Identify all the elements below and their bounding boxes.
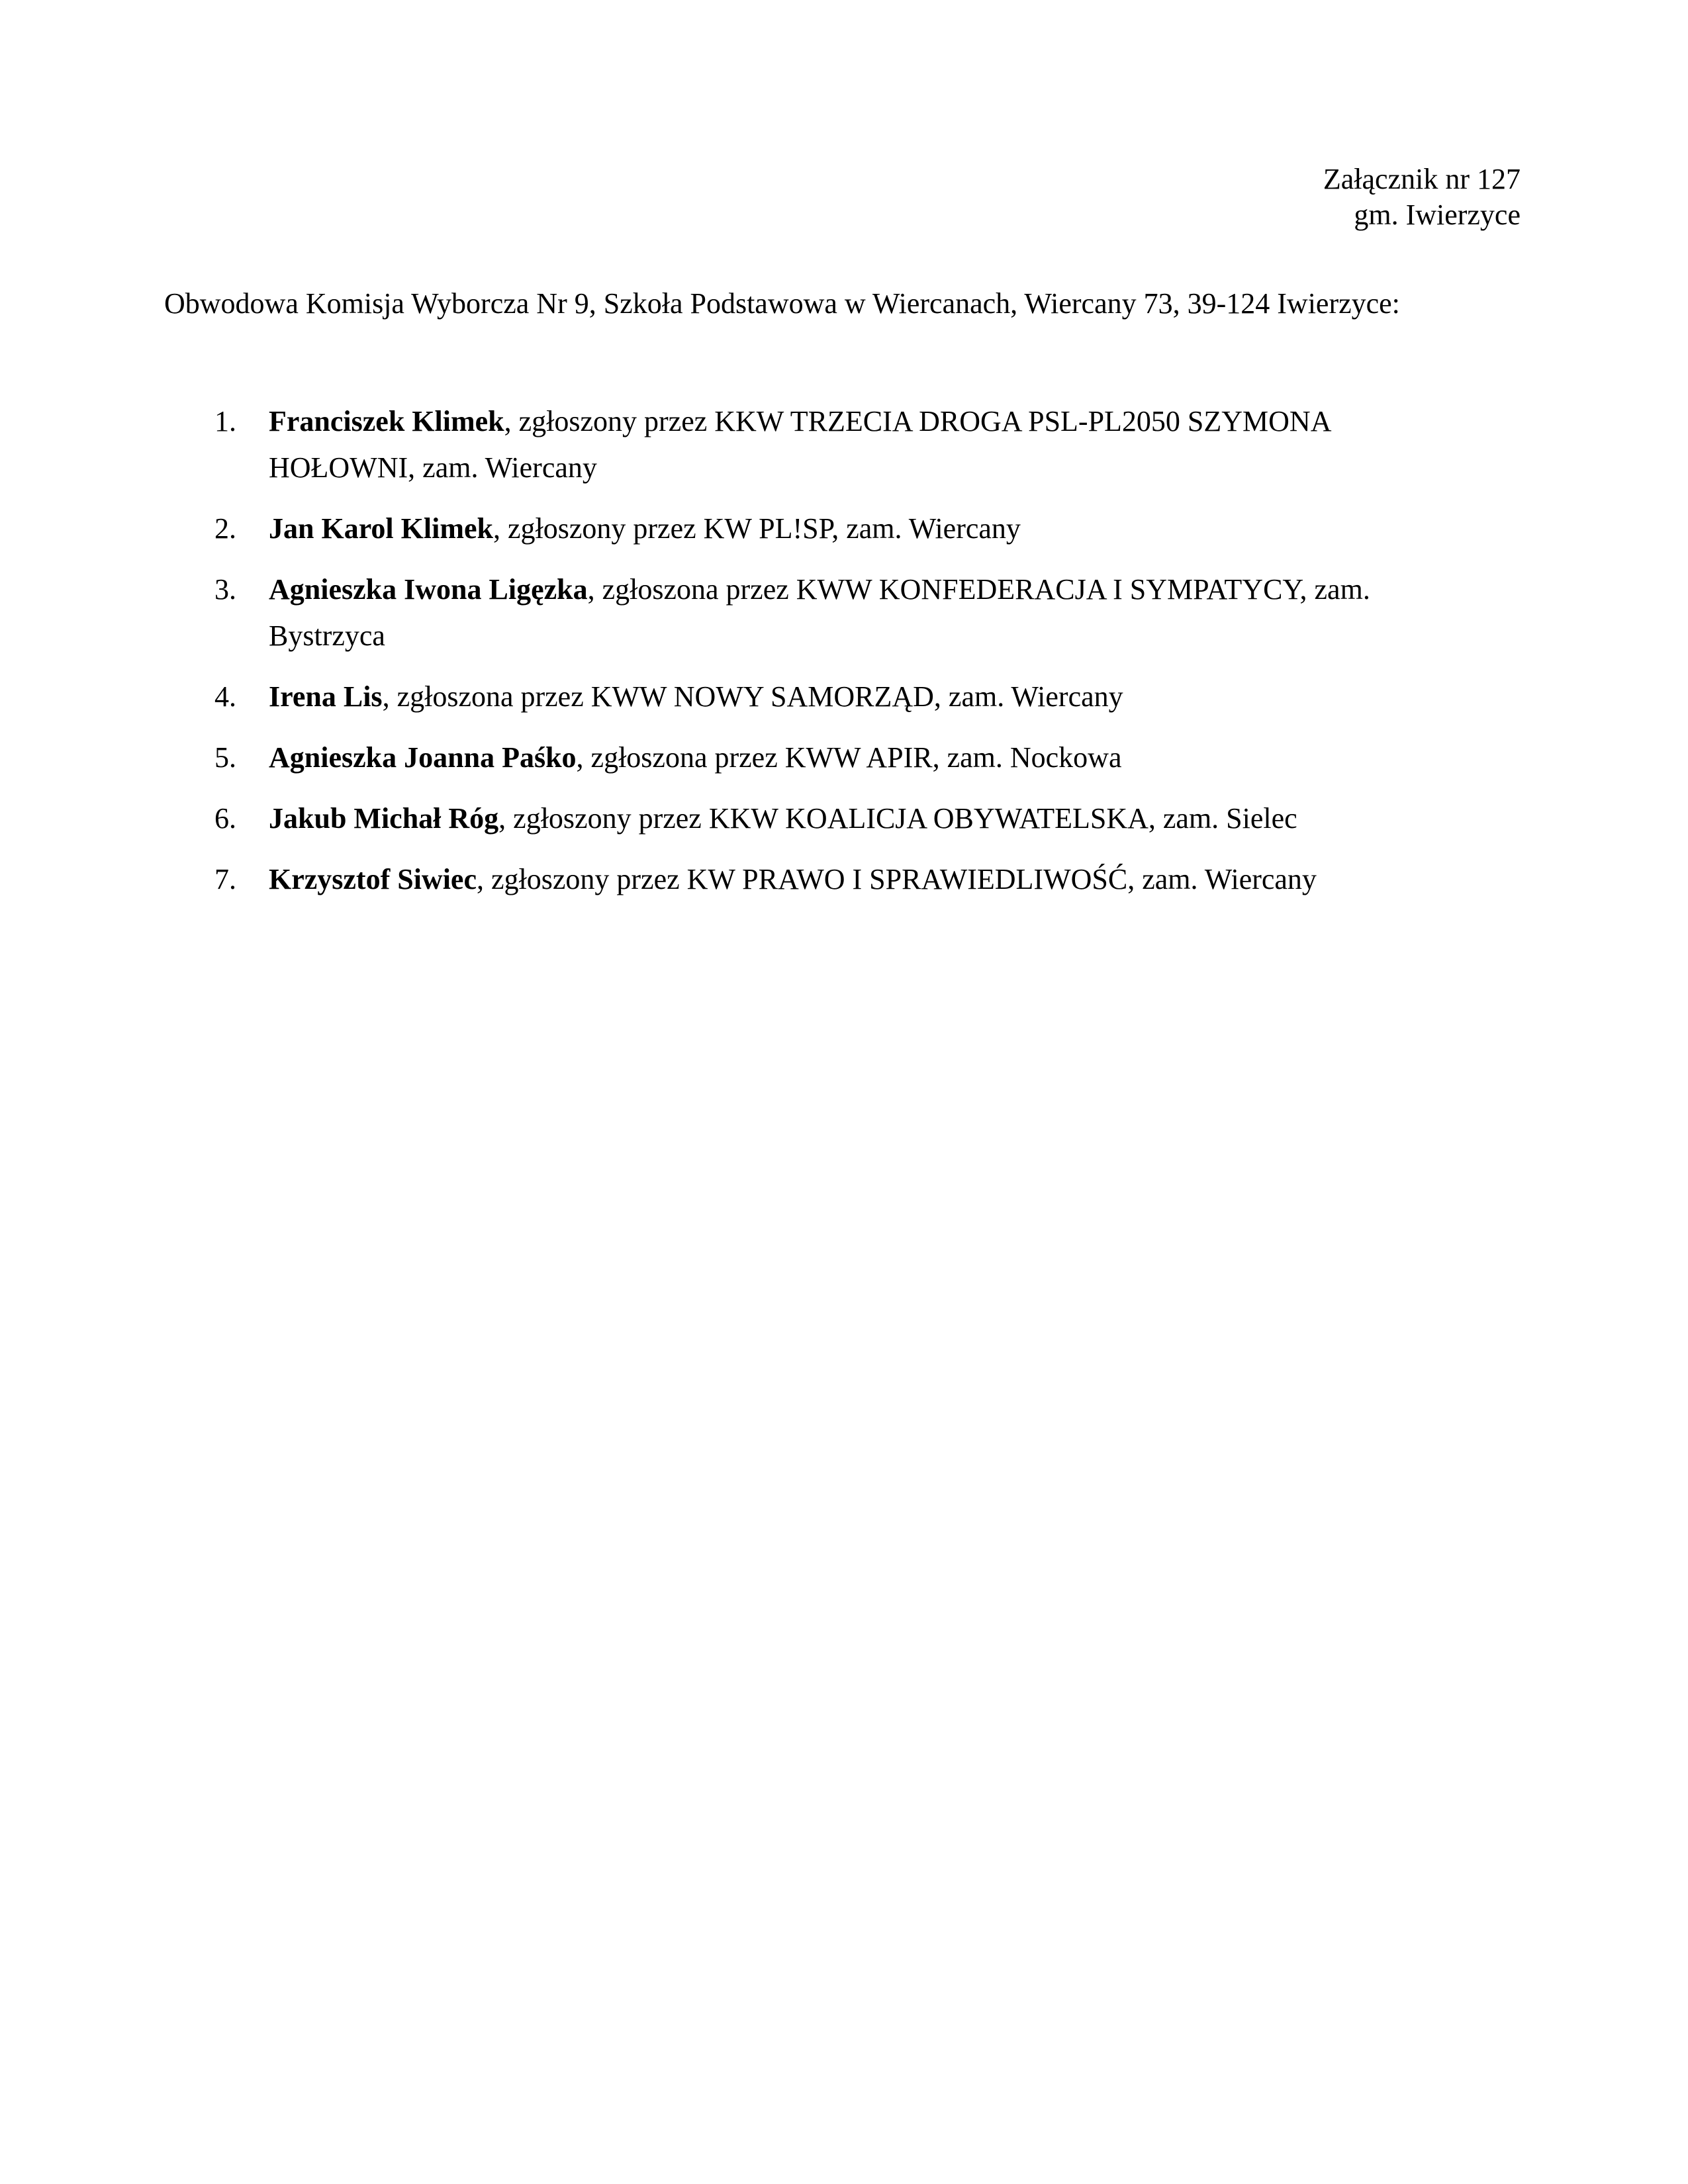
list-item [211,796,1442,842]
member-details: , zgłoszony przez KKW TRZECIA DROGA PSL-PL2050 SZYMONA HOŁOWNI, zam. Wiercany [269,405,1331,484]
document-header [1323,161,1521,233]
item-number: 5. [214,741,236,774]
member-name: Franciszek Klimek [269,405,504,437]
list-item [211,674,1442,720]
member-name: Jakub Michał Róg [269,802,499,835]
attachment-number: Załącznik nr 127 [1323,163,1521,195]
members-list [211,398,1442,917]
member-name: Agnieszka Joanna Paśko [269,741,577,774]
item-number: 6. [214,802,236,835]
member-details: , zgłoszona przez KWW APIR, zam. Nockowa [576,741,1122,774]
item-number: 7. [214,863,236,895]
member-details: , zgłoszony przez KW PRAWO I SPRAWIEDLIWOŚĆ, zam. Wiercany [477,863,1317,895]
list-item [211,506,1442,552]
member-name: Jan Karol Klimek [269,512,493,545]
member-details: , zgłoszona przez KWW KONFEDERACJA I SYMPATYCY, zam. Bystrzyca [269,573,1370,652]
municipality-name: gm. Iwierzyce [1354,199,1521,231]
item-number: 2. [214,512,236,545]
item-number: 1. [214,405,236,437]
member-name: Irena Lis [269,680,383,713]
list-item [211,856,1442,903]
list-item [211,735,1442,781]
member-name: Agnieszka Iwona Ligęzka [269,573,588,606]
member-details: , zgłoszony przez KKW KOALICJA OBYWATELSKA, zam. Sielec [498,802,1297,835]
member-details: , zgłoszony przez KW PL!SP, zam. Wiercany [492,512,1021,545]
item-number: 4. [214,680,236,713]
item-number: 3. [214,573,236,606]
list-item [211,398,1442,491]
member-details: , zgłoszona przez KWW NOWY SAMORZĄD, zam. Wiercany [382,680,1123,713]
member-name: Krzysztof Siwiec [269,863,477,895]
commission-title: Obwodowa Komisja Wyborcza Nr 9, Szkoła Podstawowa w Wiercanach, Wiercany 73, 39-124 Iwierzyce: [164,287,1400,320]
list-item [211,567,1442,659]
